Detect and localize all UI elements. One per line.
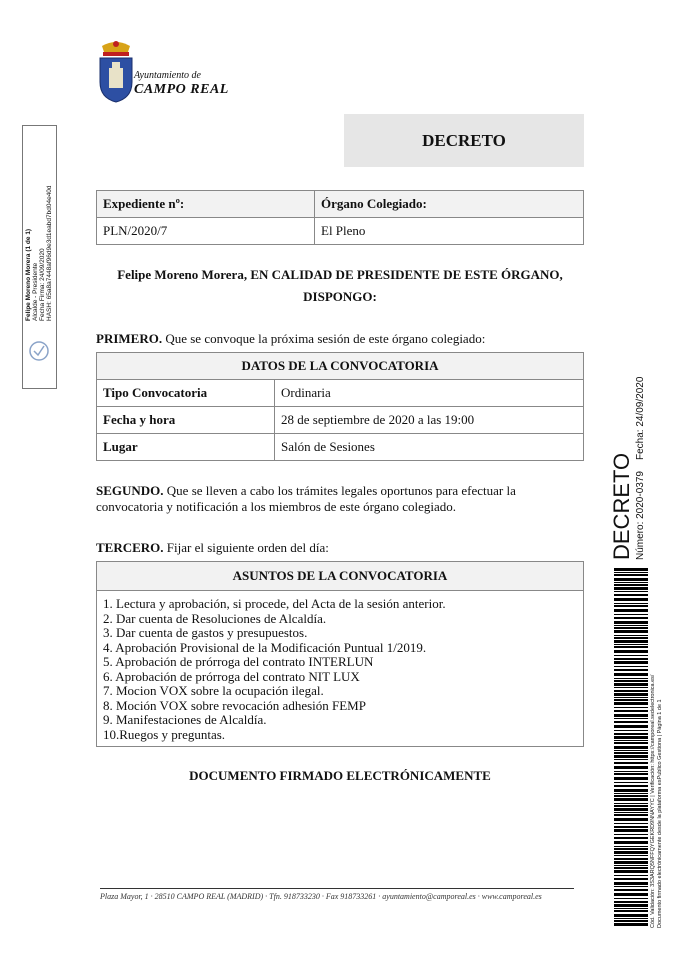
- table-row: Lugar Salón de Sesiones: [97, 434, 584, 461]
- list-item: 1. Lectura y aprobación, si procede, del Acta de la sesión anterior.: [103, 596, 446, 611]
- document-title: DECRETO: [344, 114, 584, 167]
- list-item: 4. Aprobación Provisional de la Modificación Puntual 1/2019.: [103, 639, 427, 655]
- list-item: 5. Aprobación de prórroga del contrato INTERLUN: [103, 654, 374, 669]
- table-row: Fecha y hora 28 de septiembre de 2020 a las 19:00: [97, 407, 584, 434]
- organo-value: El Pleno: [315, 218, 584, 245]
- list-item: 9. Manifestaciones de Alcaldía.: [103, 712, 267, 727]
- list-item: 6. Aprobación de prórroga del contrato NIT LUX: [103, 668, 360, 684]
- asuntos-caption: ASUNTOS DE LA CONVOCATORIA: [97, 562, 583, 591]
- datos-convocatoria-table: [96, 352, 584, 461]
- footer-divider: [100, 888, 574, 889]
- asuntos-table: [96, 561, 584, 747]
- segundo-paragraph: SEGUNDO. Que se lleven a cabo los trámites legales oportunos para efectuar la convocatoria y notificación a los miembros de este órgano colegiado.: [96, 483, 516, 514]
- list-item: 8. Moción VOX sobre revocación adhesión FEMP: [103, 697, 366, 713]
- expediente-value: PLN/2020/7: [97, 218, 315, 245]
- footer-address: Plaza Mayor, 1 · 28510 CAMPO REAL (MADRID) · Tfn. 918733230 · Fax 918733261 · ayuntamiento@camporeal.es · www.camporeal.es: [100, 892, 542, 901]
- barcode-icon: [614, 568, 648, 926]
- intro-paragraph: Felipe Moreno Morera, EN CALIDAD DE PRESIDENTE DE ESTE ÓRGANO,: [117, 267, 563, 282]
- logo-subtitle: Ayuntamiento de: [134, 70, 201, 81]
- list-item: 10.Ruegos y preguntas.: [103, 726, 226, 742]
- stamp-plataforma: Documento firmado electrónicamente desde la plataforma esPublico Gestiona | Página 1 de 1: [657, 699, 663, 928]
- tercero-paragraph: TERCERO. Fijar el siguiente orden del día:: [96, 540, 329, 555]
- dispongo-heading: DISPONGO:: [303, 289, 377, 304]
- list-item: 3. Dar cuenta de gastos y presupuestos.: [103, 625, 308, 640]
- signature-box: Felipe Moreno Morera (1 de 1) Alcalde - Presidente Fecha Firma: 24/09/2020 HASH: 65a8a7448af96d9e3d1eabd7bd04e40d: [22, 125, 57, 389]
- stamp-validacion: Cód. Validación: 3S3ARQ5NFFQYGEKRD9NNAYYC | Verificación: https://camporeal.sedelectronica.es/: [650, 674, 656, 928]
- expediente-table: [96, 190, 584, 245]
- datos-caption: DATOS DE LA CONVOCATORIA: [97, 353, 584, 380]
- organo-header: Órgano Colegiado:: [315, 191, 584, 218]
- table-row: Tipo Convocatoria Ordinaria: [97, 380, 584, 407]
- expediente-header: Expediente nº:: [97, 191, 315, 218]
- list-item: 2. Dar cuenta de Resoluciones de Alcaldía.: [103, 610, 327, 626]
- signature-seal-icon: [28, 338, 50, 364]
- president-name: Felipe Moreno Morera: [117, 267, 244, 282]
- firmado-label: DOCUMENTO FIRMADO ELECTRÓNICAMENTE: [189, 768, 491, 783]
- primero-paragraph: PRIMERO. Que se convoque la próxima sesión de este órgano colegiado:: [96, 331, 486, 346]
- list-item: 7. Mocion VOX sobre la ocupación ilegal.: [103, 683, 324, 698]
- stamp-numero: Número: 2020-0379: [635, 471, 646, 560]
- stamp-fecha: Fecha: 24/09/2020: [635, 376, 646, 460]
- stamp-decreto: DECRETO: [609, 452, 634, 560]
- logo-title: CAMPO REAL: [134, 82, 229, 97]
